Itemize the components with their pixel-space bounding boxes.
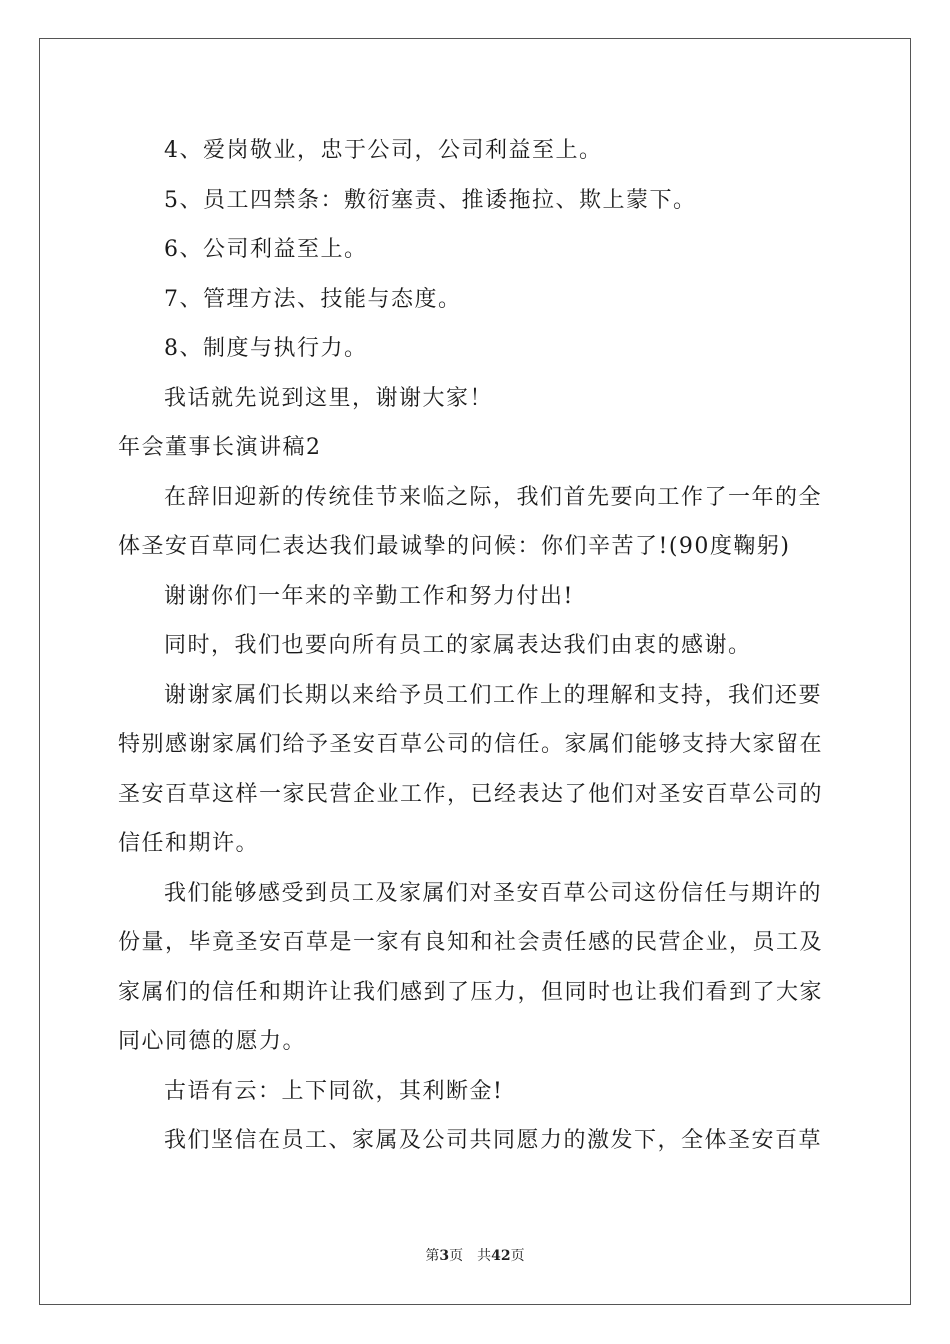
paragraph-line: 5、员工四禁条：敷衍塞责、推诿拖拉、欺上蒙下。 xyxy=(164,187,697,213)
paragraph-line: 圣安百草这样一家民营企业工作，已经表达了他们对圣安百草公司的 xyxy=(118,781,824,807)
page-suffix: 页 xyxy=(449,1248,464,1264)
paragraph-line: 我们能够感受到员工及家属们对圣安百草公司这份信任与期许的 xyxy=(164,880,823,906)
paragraph-line: 谢谢你们一年来的辛勤工作和努力付出! xyxy=(164,583,574,609)
paragraph-line: 体圣安百草同仁表达我们最诚挚的问候：你们辛苦了!(90度鞠躬) xyxy=(118,534,791,559)
page-footer xyxy=(0,1245,950,1265)
paragraph-line: 谢谢家属们长期以来给予员工们工作上的理解和支持，我们还要 xyxy=(164,682,823,708)
paragraph-line: 份量，毕竟圣安百草是一家有良知和社会责任感的民营企业，员工及 xyxy=(118,930,824,955)
page-prefix: 第 xyxy=(425,1248,440,1264)
total-prefix: 共 xyxy=(477,1248,492,1264)
total-pages: 42 xyxy=(491,1248,511,1264)
paragraph-line: 古语有云：上下同欲，其利断金! xyxy=(164,1078,504,1104)
paragraph-line: 家属们的信任和期许让我们感到了压力，但同时也让我们看到了大家 xyxy=(118,979,824,1005)
paragraph-line: 信任和期许。 xyxy=(118,831,260,856)
document-body xyxy=(118,126,834,1166)
paragraph-line: 6、公司利益至上。 xyxy=(164,237,368,262)
paragraph-line: 同时，我们也要向所有员工的家属表达我们由衷的感谢。 xyxy=(164,633,752,658)
paragraph-line: 同心同德的愿力。 xyxy=(118,1029,307,1054)
paragraph-line: 在辞旧迎新的传统佳节来临之际，我们首先要向工作了一年的全 xyxy=(164,484,823,510)
paragraph-line: 7、管理方法、技能与态度。 xyxy=(164,286,462,312)
total-suffix: 页 xyxy=(510,1248,525,1264)
page-number: 3 xyxy=(439,1248,450,1264)
paragraph-line: 我话就先说到这里，谢谢大家！ xyxy=(164,385,494,411)
paragraph-line: 特别感谢家属们给予圣安百草公司的信任。家属们能够支持大家留在 xyxy=(118,732,824,757)
paragraph-line: 我们坚信在员工、家属及公司共同愿力的激发下，全体圣安百草 xyxy=(164,1128,823,1153)
paragraph-line: 4、爱岗敬业，忠于公司，公司利益至上。 xyxy=(164,138,603,163)
section-heading: 年会董事长演讲稿2 xyxy=(118,435,322,460)
paragraph-line: 8、制度与执行力。 xyxy=(164,336,368,361)
